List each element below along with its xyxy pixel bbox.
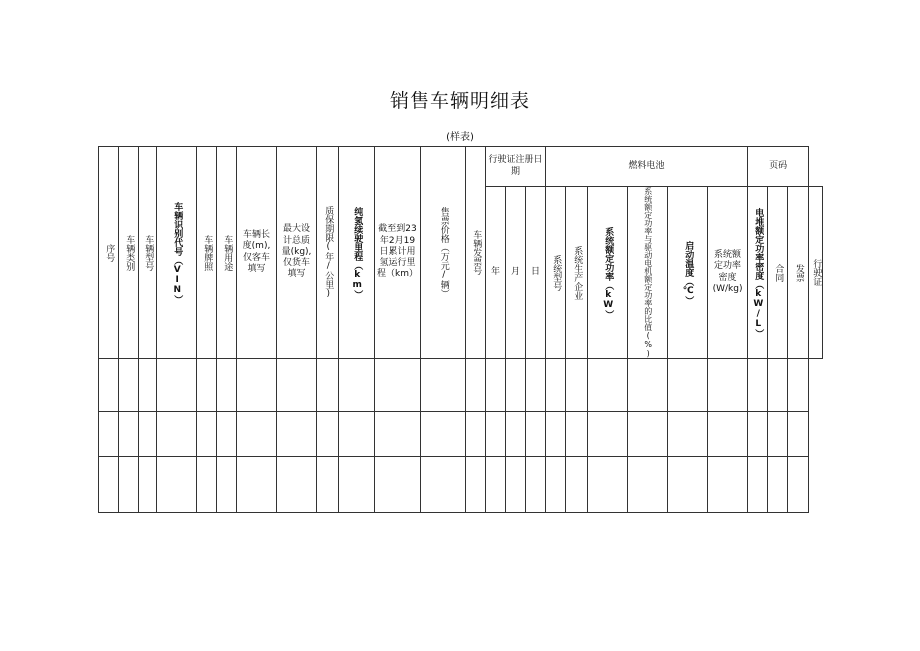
col-header-start-temp: 启动温度（℃） bbox=[668, 187, 708, 359]
col-header-warranty: 质保期限(年/公里) bbox=[317, 147, 339, 359]
col-header-vehicle-model: 车辆型号 bbox=[139, 147, 157, 359]
col-header-license: 行驶证 bbox=[809, 187, 823, 359]
col-header-year: 年 bbox=[486, 187, 506, 359]
col-header-day: 日 bbox=[526, 187, 546, 359]
col-header-length: 车辆长度(m),仅客车填写 bbox=[237, 147, 277, 359]
vehicle-detail-table bbox=[98, 146, 823, 513]
col-header-power-density: 系统额定功率密度(W/kg) bbox=[708, 187, 748, 359]
col-header-reg-date: 行驶证注册日期 bbox=[486, 147, 546, 187]
col-header-stack-density: 电堆额定功率密度（kW/L） bbox=[748, 187, 768, 359]
col-header-month: 月 bbox=[506, 187, 526, 359]
col-header-ratio: 系统额定功率与驱动电机额定功率的比值(%) bbox=[628, 187, 668, 359]
col-header-usage: 车辆用途 bbox=[217, 147, 237, 359]
col-header-sys-model: 系统型号 bbox=[546, 187, 566, 359]
col-header-plate: 车辆牌照 bbox=[197, 147, 217, 359]
col-header-max-mass: 最大设计总质量(kg),仅货车填写 bbox=[277, 147, 317, 359]
col-header-invoice2: 发票 bbox=[788, 187, 809, 359]
col-header-vehicle-type: 车辆类别 bbox=[119, 147, 139, 359]
col-header-sys-maker: 系统生产企业 bbox=[566, 187, 588, 359]
col-header-invoice: 车辆发票号 bbox=[466, 147, 486, 359]
col-header-cumulative: 截至到23年2月19日累计用氢运行里程（km） bbox=[375, 147, 421, 359]
col-header-price: 售票价格（万元/辆） bbox=[421, 147, 466, 359]
page-title: 销售车辆明细表 bbox=[389, 90, 530, 112]
page-subtitle: (样表) bbox=[446, 132, 474, 143]
col-header-fuel-cell: 燃料电池 bbox=[546, 147, 748, 187]
table-row bbox=[99, 412, 823, 457]
col-header-page-no: 页码 bbox=[748, 147, 809, 187]
col-header-vin: 车辆识别代号（VIN） bbox=[157, 147, 197, 359]
col-header-sys-rated-power: 系统额定功率（kW） bbox=[588, 187, 628, 359]
table-row bbox=[99, 359, 823, 412]
col-header-contract: 合同 bbox=[768, 187, 788, 359]
col-header-h2-range: 纯氢续驶里程（km） bbox=[339, 147, 375, 359]
col-header-seq: 序号 bbox=[99, 147, 119, 359]
table-row bbox=[99, 457, 823, 513]
